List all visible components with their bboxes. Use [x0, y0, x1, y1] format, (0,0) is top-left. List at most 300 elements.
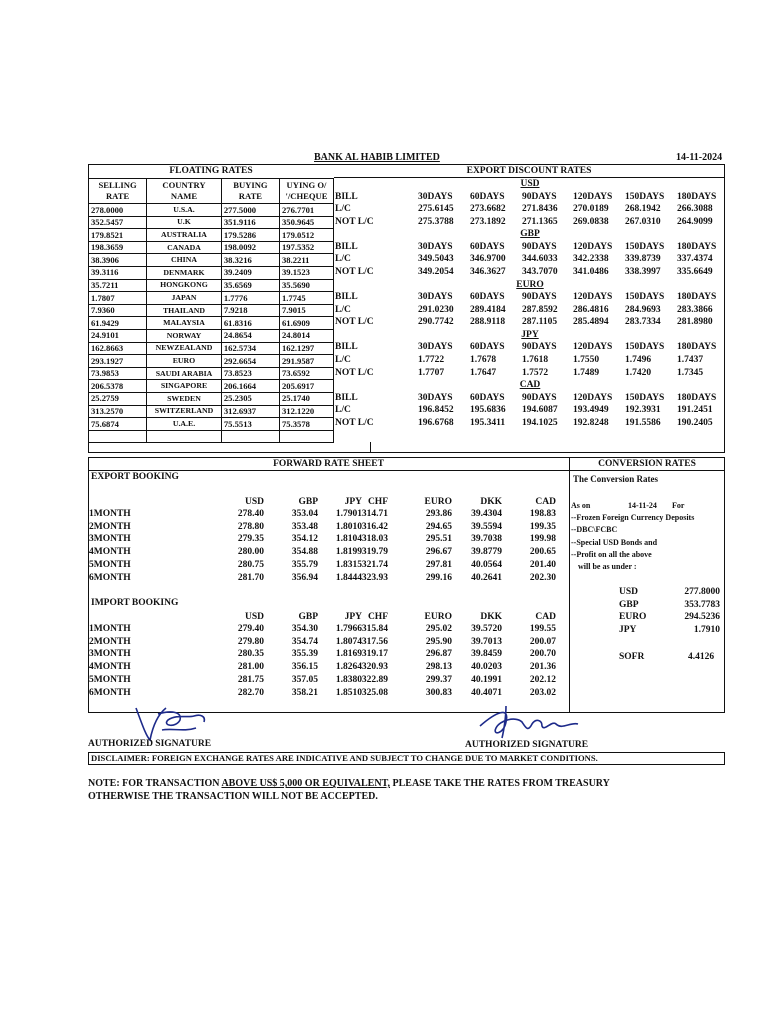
- forward-rate-value: 294.65: [425, 521, 452, 532]
- note-threshold: ABOVE US$ 5,000 OR EQUIVALENT,: [221, 778, 391, 789]
- forward-col-header: DKK: [480, 497, 502, 507]
- export-discount-title: EXPORT DISCOUNT RATES: [466, 166, 592, 176]
- export-discount-value: 193.4949: [573, 405, 609, 416]
- country-name: MALAYSIA: [147, 317, 222, 330]
- note-line-2: OTHERWISE THE TRANSACTION WILL NOT BE ACCEPTED.: [88, 791, 378, 802]
- forward-col-header: USD: [244, 497, 264, 507]
- floating-row: [89, 418, 334, 431]
- buying-rate: 292.6654: [221, 355, 279, 368]
- export-discount-value: 287.8592: [522, 304, 558, 315]
- sofr-value: 4.4126: [688, 652, 715, 662]
- export-days-header: 180DAYS: [677, 241, 717, 252]
- export-discount-value: 1.7496: [625, 355, 652, 365]
- forward-rate-value: 1.8510: [335, 687, 362, 698]
- export-discount-value: 267.0310: [625, 216, 661, 227]
- forward-rate-value: 39.5720: [471, 624, 502, 634]
- floating-row: [89, 229, 334, 242]
- country-name: SINGAPORE: [147, 380, 222, 393]
- forward-rate-value: 201.40: [529, 559, 556, 570]
- forward-rate-value: 1.8074: [335, 636, 362, 647]
- export-row-type: L/C: [335, 355, 351, 365]
- left-signature: [122, 702, 212, 744]
- forward-rate-value: 40.4071: [471, 687, 502, 698]
- floating-col-header: [279, 179, 333, 204]
- note-line-1: [88, 779, 610, 789]
- export-discount-value: 190.2405: [677, 417, 713, 428]
- country-name: CHINA: [147, 254, 222, 267]
- buying-od-rate: 24.8014: [279, 329, 333, 342]
- export-discount-value: 195.6836: [470, 405, 506, 416]
- export-discount-value: 281.8980: [677, 317, 713, 328]
- export-discount-value: 291.0230: [418, 304, 454, 315]
- buying-od-rate: 38.2211: [279, 254, 333, 267]
- forward-rate-value: 299.37: [425, 674, 452, 685]
- conversion-rate: 277.8000: [684, 587, 720, 597]
- forward-rate-value: 354.88: [291, 547, 318, 558]
- forward-rate-value: 40.0203: [471, 662, 502, 673]
- forward-rate-value: 39.7038: [471, 534, 502, 545]
- forward-col-header: USD: [244, 612, 264, 622]
- export-days-header: 150DAYS: [625, 191, 665, 202]
- export-days-header: 90DAYS: [522, 241, 557, 252]
- buying-rate: 351.9116: [221, 216, 279, 229]
- forward-rate-value: 314.71: [361, 509, 388, 519]
- forward-rate-value: 323.93: [361, 572, 388, 583]
- forward-rate-value: 39.5594: [471, 521, 502, 532]
- export-discount-value: 273.6682: [470, 204, 506, 215]
- export-row-type: L/C: [335, 304, 351, 315]
- forward-rate-value: 279.80: [237, 636, 264, 647]
- floating-col-header-line: NAME: [170, 191, 198, 201]
- export-days-header: 180DAYS: [677, 191, 717, 202]
- export-currency-label: GBP: [520, 229, 540, 240]
- forward-rate-value: 297.81: [425, 559, 452, 570]
- as-on-label: As on: [571, 501, 591, 510]
- forward-rate-value: 354.12: [291, 534, 318, 545]
- buying-rate: 39.2409: [221, 266, 279, 279]
- export-row-type: NOT L/C: [335, 417, 374, 428]
- forward-rate-value: 40.1991: [471, 674, 502, 685]
- export-row-type: BILL: [335, 292, 358, 303]
- export-days-header: 120DAYS: [573, 342, 613, 353]
- floating-row: [89, 266, 334, 279]
- forward-rate-value: 353.04: [291, 509, 318, 519]
- forward-col-header: EURO: [424, 497, 452, 507]
- forward-rate-value: 295.51: [425, 534, 452, 545]
- export-discount-value: 1.7437: [677, 355, 704, 365]
- forward-col-header: CAD: [535, 497, 556, 507]
- selling-rate: 352.5457: [89, 216, 147, 229]
- forward-rate-value: 202.12: [529, 674, 556, 685]
- forward-rate-value: 39.7013: [471, 636, 502, 647]
- export-currency-label: EURO: [516, 279, 544, 290]
- export-discount-value: 270.0189: [573, 204, 609, 215]
- selling-rate: 24.9101: [89, 329, 147, 342]
- export-currency-label: USD: [520, 179, 540, 189]
- export-days-header: 90DAYS: [522, 292, 557, 303]
- selling-rate: 1.7807: [89, 292, 147, 305]
- forward-rate-value: 355.39: [291, 649, 318, 660]
- forward-rate-value: 1.8380: [335, 674, 362, 685]
- floating-rates-title: FLOATING RATES: [169, 166, 253, 176]
- export-discount-value: 273.1892: [470, 216, 506, 227]
- export-row-type: L/C: [335, 405, 351, 416]
- buying-od-rate: 73.6592: [279, 367, 333, 380]
- export-days-header: 180DAYS: [677, 342, 717, 353]
- floating-rates-table: [88, 178, 334, 443]
- forward-rate-value: 281.75: [237, 674, 264, 685]
- forward-rate-value: 40.2641: [471, 572, 502, 583]
- buying-rate: [221, 430, 279, 443]
- export-discount-value: 194.6087: [522, 405, 558, 416]
- export-discount-value: 290.7742: [418, 317, 454, 328]
- forward-rate-value: 198.83: [529, 509, 556, 519]
- forward-rate-value: 199.55: [529, 624, 556, 634]
- forward-rate-value: 200.07: [529, 636, 556, 647]
- forward-tenor: 1MONTH: [89, 624, 131, 634]
- buying-od-rate: 197.5352: [279, 241, 333, 254]
- forward-rate-value: 296.87: [425, 649, 452, 660]
- forward-tenor: 2MONTH: [89, 636, 131, 647]
- forward-rate-value: 39.8459: [471, 649, 502, 660]
- selling-rate: 39.3116: [89, 266, 147, 279]
- forward-rate-value: 321.74: [361, 559, 388, 570]
- export-row-type: BILL: [335, 241, 358, 252]
- forward-rate-value: 1.8199: [335, 547, 362, 558]
- sofr-label: SOFR: [619, 652, 645, 662]
- buying-rate: 312.6937: [221, 405, 279, 418]
- forward-tenor: 4MONTH: [89, 662, 131, 673]
- forward-rate-value: 39.4304: [471, 509, 502, 519]
- conversion-note-line: will be as under :: [578, 562, 637, 572]
- floating-col-header-line: SELLING: [98, 180, 137, 190]
- selling-rate: 75.6874: [89, 418, 147, 431]
- export-discount-value: 338.3997: [625, 267, 661, 277]
- floating-row: [89, 342, 334, 355]
- export-discount-value: 284.9693: [625, 304, 661, 315]
- forward-rate-value: 1.8264: [335, 662, 362, 673]
- export-discount-value: 343.7070: [522, 267, 558, 277]
- export-discount-value: 283.3866: [677, 304, 713, 315]
- export-discount-value: 196.6768: [418, 417, 454, 428]
- disclaimer-text: DISCLAIMER: FOREIGN EXCHANGE RATES ARE INDICATIVE AND SUBJECT TO CHANGE DUE TO MARKET CONDITIONS.: [91, 753, 598, 763]
- floating-row: [89, 367, 334, 380]
- export-days-header: 120DAYS: [573, 241, 613, 252]
- floating-row: [89, 405, 334, 418]
- forward-tenor: 3MONTH: [89, 649, 131, 660]
- forward-col-header: CAD: [535, 612, 556, 622]
- forward-rate-value: 279.35: [237, 534, 264, 545]
- export-discount-value: 1.7420: [625, 367, 652, 378]
- buying-rate: 162.5734: [221, 342, 279, 355]
- buying-od-rate: 291.9587: [279, 355, 333, 368]
- forward-col-header: EURO: [424, 612, 452, 622]
- export-days-header: 120DAYS: [573, 292, 613, 303]
- selling-rate: [89, 430, 147, 443]
- forward-rate-value: 281.00: [237, 662, 264, 673]
- conversion-subtitle: The Conversion Rates: [573, 474, 658, 484]
- forward-rate-value: 356.15: [291, 662, 318, 673]
- forward-rate-value: 200.70: [529, 649, 556, 660]
- country-name: SWEDEN: [147, 392, 222, 405]
- selling-rate: 162.8663: [89, 342, 147, 355]
- floating-col-header: [221, 179, 279, 204]
- buying-od-rate: 205.6917: [279, 380, 333, 393]
- note-prefix: NOTE: FOR TRANSACTION: [88, 778, 222, 789]
- forward-rate-title: FORWARD RATE SHEET: [273, 459, 384, 469]
- bank-title: BANK AL HABIB LIMITED: [314, 152, 440, 163]
- export-discount-value: 196.8452: [418, 405, 454, 416]
- export-days-header: 180DAYS: [677, 292, 717, 303]
- export-days-header: 30DAYS: [418, 342, 453, 353]
- export-days-header: 30DAYS: [418, 241, 453, 252]
- right-signature: [466, 702, 586, 742]
- export-days-header: 120DAYS: [573, 191, 613, 202]
- forward-col-header: DKK: [480, 612, 502, 622]
- forward-rate-value: 354.30: [291, 624, 318, 634]
- export-discount-value: 287.1105: [522, 317, 558, 328]
- export-discount-value: 288.9118: [470, 317, 506, 328]
- forward-rate-value: 199.35: [529, 521, 556, 532]
- country-name: AUSTRALIA: [147, 229, 222, 242]
- buying-rate: 198.0092: [221, 241, 279, 254]
- export-discount-value: 194.1025: [522, 417, 558, 428]
- export-discount-value: 271.1365: [522, 216, 558, 227]
- forward-rate-value: 200.65: [529, 547, 556, 558]
- conversion-note-line: --Profit on all the above: [571, 549, 652, 559]
- forward-rate-value: 1.8315: [335, 559, 362, 570]
- export-discount-value: 1.7550: [573, 355, 600, 365]
- forward-rate-value: 356.94: [291, 572, 318, 583]
- forward-rate-value: 298.13: [425, 662, 452, 673]
- export-discount-value: 349.5043: [418, 254, 454, 265]
- forward-rate-value: 353.48: [291, 521, 318, 532]
- conversion-currency: GBP: [619, 599, 639, 610]
- forward-tenor: 5MONTH: [89, 674, 131, 685]
- export-discount-value: 337.4374: [677, 254, 713, 265]
- export-discount-value: 346.3627: [470, 267, 506, 277]
- selling-rate: 35.7211: [89, 279, 147, 292]
- conversion-note-line: --Special USD Bonds and: [571, 537, 658, 547]
- forward-rate-value: 320.93: [361, 662, 388, 673]
- conversion-currency: USD: [619, 587, 639, 597]
- export-discount-value: 195.3411: [470, 417, 506, 428]
- forward-rate-value: 295.90: [425, 636, 452, 647]
- forward-rate-value: 322.89: [361, 674, 388, 685]
- country-name: HONGKONG: [147, 279, 222, 292]
- forward-rate-value: 319.79: [361, 547, 388, 558]
- floating-row: [89, 380, 334, 393]
- forward-rate-value: 1.7901: [335, 509, 362, 519]
- export-discount-value: 1.7345: [677, 367, 704, 378]
- export-discount-value: 191.2451: [677, 405, 713, 416]
- buying-rate: 75.5513: [221, 418, 279, 431]
- country-name: DENMARK: [147, 266, 222, 279]
- export-discount-value: 266.3088: [677, 204, 713, 215]
- conversion-rate: 294.5236: [684, 612, 720, 622]
- buying-rate: 7.9218: [221, 304, 279, 317]
- export-discount-value: 342.2338: [573, 254, 609, 265]
- export-discount-value: 283.7334: [625, 317, 661, 328]
- country-name: [147, 430, 222, 443]
- forward-rate-value: 295.02: [425, 624, 452, 634]
- export-days-header: 180DAYS: [677, 392, 717, 403]
- floating-col-header-line: RATE: [105, 191, 130, 201]
- country-name: EURO: [147, 355, 222, 368]
- forward-tenor: 5MONTH: [89, 559, 131, 570]
- export-discount-value: 264.9099: [677, 216, 713, 227]
- buying-od-rate: 61.6909: [279, 317, 333, 330]
- country-name: SAUDI ARABIA: [147, 367, 222, 380]
- selling-rate: 7.9360: [89, 304, 147, 317]
- export-discount-value: 344.6033: [522, 254, 558, 265]
- forward-rate-value: 1.7966: [335, 624, 362, 634]
- export-days-header: 90DAYS: [522, 392, 557, 403]
- forward-rate-value: 278.40: [237, 509, 264, 519]
- selling-rate: 73.9853: [89, 367, 147, 380]
- selling-rate: 25.2759: [89, 392, 147, 405]
- buying-od-rate: 312.1220: [279, 405, 333, 418]
- export-discount-value: 275.6145: [418, 204, 454, 215]
- export-days-header: 150DAYS: [625, 342, 665, 353]
- export-discount-value: 269.0838: [573, 216, 609, 227]
- export-row-type: NOT L/C: [335, 317, 374, 328]
- forward-tenor: 3MONTH: [89, 534, 131, 545]
- floating-row: [89, 329, 334, 342]
- forward-rate-value: 1.8169: [335, 649, 362, 660]
- floating-row: [89, 392, 334, 405]
- export-discount-value: 1.7572: [522, 367, 549, 378]
- export-row-type: BILL: [335, 191, 358, 202]
- export-row-type: BILL: [335, 342, 358, 353]
- export-discount-value: 349.2054: [418, 267, 454, 277]
- forward-rate-value: 280.75: [237, 559, 264, 570]
- export-discount-value: 268.1942: [625, 204, 661, 215]
- forward-rate-value: 300.83: [425, 687, 452, 698]
- floating-col-header-line: RATE: [238, 191, 263, 201]
- buying-od-rate: [279, 430, 333, 443]
- buying-od-rate: 39.1523: [279, 266, 333, 279]
- export-days-header: 150DAYS: [625, 241, 665, 252]
- export-currency-label: JPY: [521, 329, 539, 340]
- country-name: NORWAY: [147, 329, 222, 342]
- export-discount-value: 285.4894: [573, 317, 609, 328]
- export-days-header: 150DAYS: [625, 292, 665, 303]
- export-discount-value: 1.7707: [418, 367, 445, 378]
- export-discount-value: 289.4184: [470, 304, 506, 315]
- export-days-header: 90DAYS: [522, 191, 557, 202]
- country-name: NEWZEALAND: [147, 342, 222, 355]
- forward-rate-value: 199.98: [529, 534, 556, 545]
- export-days-header: 150DAYS: [625, 392, 665, 403]
- floating-row: [89, 254, 334, 267]
- floating-col-header: [89, 179, 147, 204]
- export-currency-label: CAD: [519, 380, 541, 391]
- export-days-header: 120DAYS: [573, 392, 613, 403]
- export-days-header: 60DAYS: [470, 292, 505, 303]
- forward-col-header: GBP: [298, 497, 318, 507]
- floating-col-header-line: UYING O/: [286, 180, 327, 190]
- export-discount-value: 1.7647: [470, 367, 497, 378]
- forward-rate-value: 357.05: [291, 674, 318, 685]
- forward-tenor: 6MONTH: [89, 572, 131, 583]
- forward-rate-value: 318.03: [361, 534, 388, 545]
- buying-od-rate: 276.7701: [279, 204, 333, 217]
- export-days-header: 60DAYS: [470, 342, 505, 353]
- buying-od-rate: 25.1740: [279, 392, 333, 405]
- export-days-header: 60DAYS: [470, 191, 505, 202]
- forward-rate-value: 202.30: [529, 572, 556, 583]
- floating-row: [89, 355, 334, 368]
- forward-tenor: 4MONTH: [89, 547, 131, 558]
- forward-rate-value: 1.8104: [335, 534, 362, 545]
- forward-rate-value: 296.67: [425, 547, 452, 558]
- buying-od-rate: 35.5690: [279, 279, 333, 292]
- forward-rate-value: 280.35: [237, 649, 264, 660]
- import-booking-label: IMPORT BOOKING: [91, 598, 179, 608]
- floating-row: [89, 204, 334, 217]
- export-row-type: NOT L/C: [335, 267, 374, 277]
- buying-rate: 61.8316: [221, 317, 279, 330]
- country-name: THAILAND: [147, 304, 222, 317]
- floating-row: [89, 241, 334, 254]
- forward-rate-value: 279.40: [237, 624, 264, 634]
- forward-rate-value: 319.17: [361, 649, 388, 660]
- floating-row: [89, 279, 334, 292]
- export-discount-value: 271.8436: [522, 204, 558, 215]
- conversion-note-line: --DBC\FCBC: [571, 525, 618, 535]
- buying-rate: 25.2305: [221, 392, 279, 405]
- forward-rate-value: 315.84: [361, 624, 388, 634]
- forward-col-header: JPY: [344, 497, 362, 507]
- export-row-type: L/C: [335, 254, 351, 265]
- floating-row: [89, 304, 334, 317]
- buying-od-rate: 7.9015: [279, 304, 333, 317]
- buying-od-rate: 179.0512: [279, 229, 333, 242]
- forward-rate-value: 354.74: [291, 636, 318, 647]
- export-discount-value: 1.7678: [470, 355, 497, 365]
- forward-rate-value: 278.80: [237, 521, 264, 532]
- as-on-for: For: [672, 501, 685, 510]
- forward-tenor: 2MONTH: [89, 521, 131, 532]
- forward-tenor: 6MONTH: [89, 687, 131, 698]
- export-discount-value: 1.7722: [418, 355, 445, 365]
- sheet-date: 14-11-2024: [676, 152, 723, 163]
- forward-rate-value: 201.36: [529, 662, 556, 673]
- buying-rate: 1.7776: [221, 292, 279, 305]
- buying-od-rate: 162.1297: [279, 342, 333, 355]
- buying-rate: 206.1664: [221, 380, 279, 393]
- country-name: U.K: [147, 216, 222, 229]
- floating-col-header-line: BUYING: [233, 180, 268, 190]
- export-discount-value: 341.0486: [573, 267, 609, 277]
- buying-rate: 73.8523: [221, 367, 279, 380]
- forward-rate-value: 280.00: [237, 547, 264, 558]
- forward-rate-value: 1.8444: [335, 572, 362, 583]
- forward-rate-value: 39.8779: [471, 547, 502, 558]
- export-row-type: NOT L/C: [335, 367, 374, 378]
- export-discount-value: 339.8739: [625, 254, 661, 265]
- forward-col-header: GBP: [298, 612, 318, 622]
- forward-rate-value: 317.56: [361, 636, 388, 647]
- floating-col-header-line: COUNTRY: [162, 180, 206, 190]
- floating-row: [89, 430, 334, 443]
- selling-rate: 278.0000: [89, 204, 147, 217]
- conversion-rate: 353.7783: [684, 599, 720, 610]
- export-discount-value: 286.4816: [573, 304, 609, 315]
- buying-rate: 24.8654: [221, 329, 279, 342]
- forward-rate-value: 40.0564: [471, 559, 502, 570]
